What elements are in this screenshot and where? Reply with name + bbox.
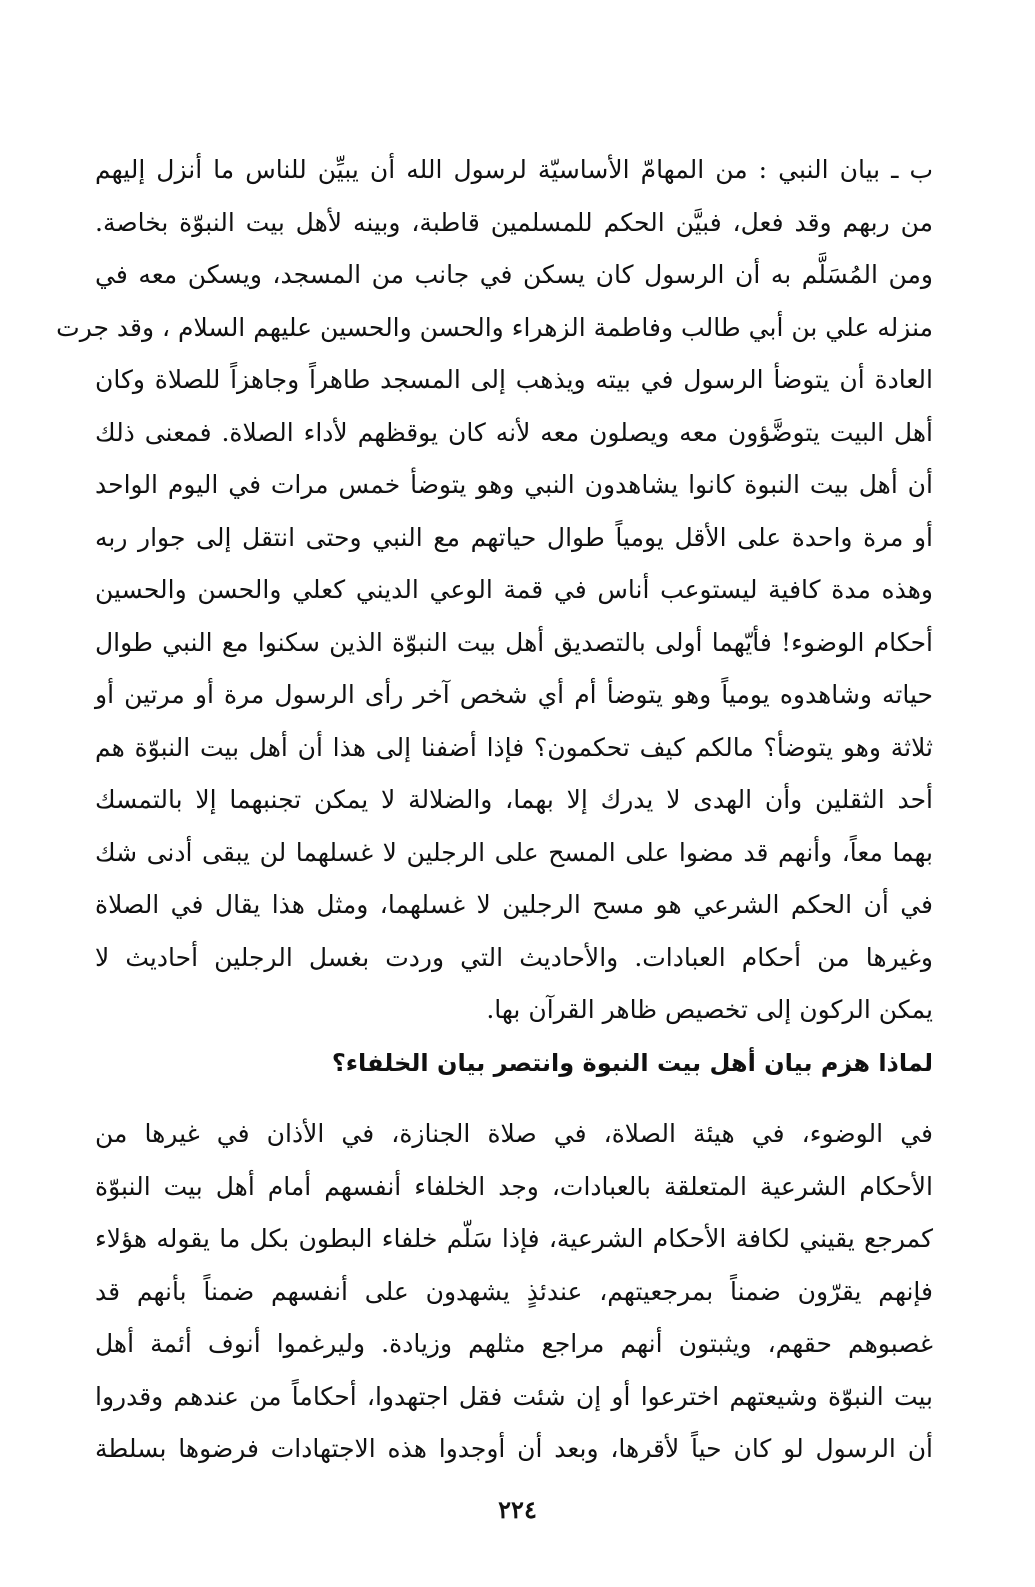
text-line: بهما معاً، وأنهم قد مضوا على المسح على الرجلين لا غسلهما لن يبقى أدنى شك: [95, 837, 933, 867]
text-line: ثلاثة وهو يتوضأ؟ مالكم كيف تحكمون؟ فإذا أضفنا إلى هذا أن أهل بيت النبوّة هم: [95, 732, 933, 762]
text-line: بيت النبوّة وشيعتهم اخترعوا أو إن شئت فقل اجتهدوا، أحكاماً من عندهم وقدروا: [95, 1381, 933, 1411]
text-line: أو مرة واحدة على الأقل يومياً طوال حياتهم مع النبي وحتى انتقل إلى جوار ربه: [95, 522, 933, 552]
paragraph-1: [56, 144, 933, 1037]
text-line: من ربهم وقد فعل، فبيَّن الحكم للمسلمين قاطبة، وبينه لأهل بيت النبوّة بخاصة.: [95, 207, 933, 237]
text-line: وغيرها من أحكام العبادات. والأحاديث التي وردت بغسل الرجلين أحاديث لا: [95, 942, 933, 972]
section-heading: لماذا هزم بيان أهل بيت النبوة وانتصر بيان الخلفاء؟: [331, 1049, 933, 1077]
text-line: أن أهل بيت النبوة كانوا يشاهدون النبي وهو يتوضأ خمس مرات في اليوم الواحد: [95, 470, 933, 499]
text-line: أهل البيت يتوضَّؤون معه ويصلون معه لأنه كان يوقظهم لأداء الصلاة. فمعنى ذلك: [95, 417, 933, 447]
text-line: غصبوهم حقهم، ويثبتون أنهم مراجع مثلهم وزيادة. وليرغموا أنوف أئمة أهل: [95, 1329, 933, 1358]
text-line: فإنهم يقرّون ضمناً بمرجعيتهم، عندئذٍ يشهدون على أنفسهم ضمناً بأنهم قد: [95, 1276, 933, 1306]
page-number: ٢٢٤: [498, 1495, 537, 1524]
text-line: أن الرسول لو كان حياً لأقرها، وبعد أن أوجدوا هذه الاجتهادات فرضوها بسلطة: [95, 1434, 933, 1463]
text-line: منزله علي بن أبي طالب وفاطمة الزهراء والحسن والحسين عليهم السلام ، وقد جرت: [56, 312, 933, 342]
text-line: وهذه مدة كافية ليستوعب أناس في قمة الوعي الديني كعلي والحسن والحسين: [95, 575, 933, 604]
text-line: يمكن الركون إلى تخصيص ظاهر القرآن بها.: [486, 995, 933, 1024]
text-line: كمرجع يقيني لكافة الأحكام الشرعية، فإذا سَلّم خلفاء البطون بكل ما يقوله هؤلاء: [95, 1224, 933, 1253]
text-line: الأحكام الشرعية المتعلقة بالعبادات، وجد الخلفاء أنفسهم أمام أهل بيت النبوّة: [95, 1171, 933, 1201]
text-line: العادة أن يتوضأ الرسول في بيته ويذهب إلى المسجد طاهراً وجاهزاً للصلاة وكان: [95, 365, 933, 394]
text-line: ومن المُسَلَّم به أن الرسول كان يسكن في جانب من المسجد، ويسكن معه في: [95, 260, 933, 289]
text-line: أحد الثقلين وأن الهدى لا يدرك إلا بهما، والضلالة لا يمكن تجنبهما إلا بالتمسك: [95, 785, 933, 814]
text-line: في أن الحكم الشرعي هو مسح الرجلين لا غسلهما، ومثل هذا يقال في الصلاة: [95, 890, 933, 919]
text-line: ب ـ بيان النبي : من المهامّ الأساسيّة لرسول الله أن يبيِّن للناس ما أنزل إليهم: [95, 155, 933, 184]
text-line: في الوضوء، في هيئة الصلاة، في صلاة الجنازة، في الأذان في غيرها من: [95, 1119, 933, 1148]
text-line: حياته وشاهدوه يومياً وهو يتوضأ أم أي شخص آخر رأى الرسول مرة أو مرتين أو: [95, 680, 933, 709]
paragraph-2: [95, 1108, 933, 1476]
text-line: أحكام الوضوء! فأيّهما أولى بالتصديق أهل بيت النبوّة الذين سكنوا مع النبي طوال: [95, 627, 933, 657]
